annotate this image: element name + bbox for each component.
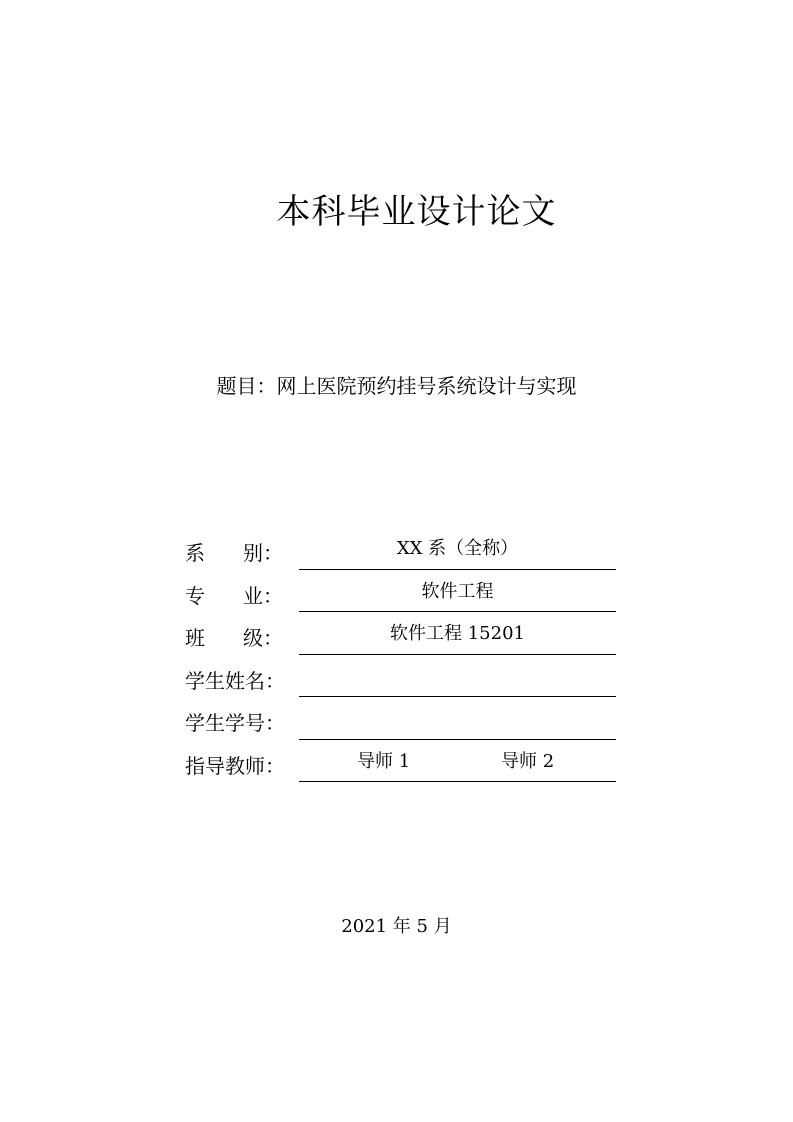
department-label: 系 别： — [185, 541, 283, 565]
major-label: 专 业： — [185, 583, 283, 608]
advisor-2: 导师 2 — [501, 750, 555, 772]
student-name-field — [299, 655, 616, 698]
class-label: 班 级： — [185, 626, 283, 650]
thesis-subject: 题目：网上医院预约挂号系统设计与实现 — [216, 374, 577, 398]
advisor-1: 导师 1 — [357, 750, 411, 772]
student-name-label: 学生姓名： — [185, 668, 285, 693]
class-field: 软件工程 15201 — [299, 612, 616, 655]
major-field: 软件工程 — [299, 570, 616, 613]
student-id-field — [299, 697, 616, 740]
thesis-title: 本科毕业设计论文 — [276, 192, 557, 232]
advisor-field — [299, 740, 616, 783]
department-field: XX 系（全称） — [299, 527, 616, 570]
thesis-date: 2021 年 5 月 — [341, 916, 452, 937]
student-id-label: 学生学号： — [185, 711, 285, 735]
advisor-label: 指导教师： — [185, 753, 285, 778]
